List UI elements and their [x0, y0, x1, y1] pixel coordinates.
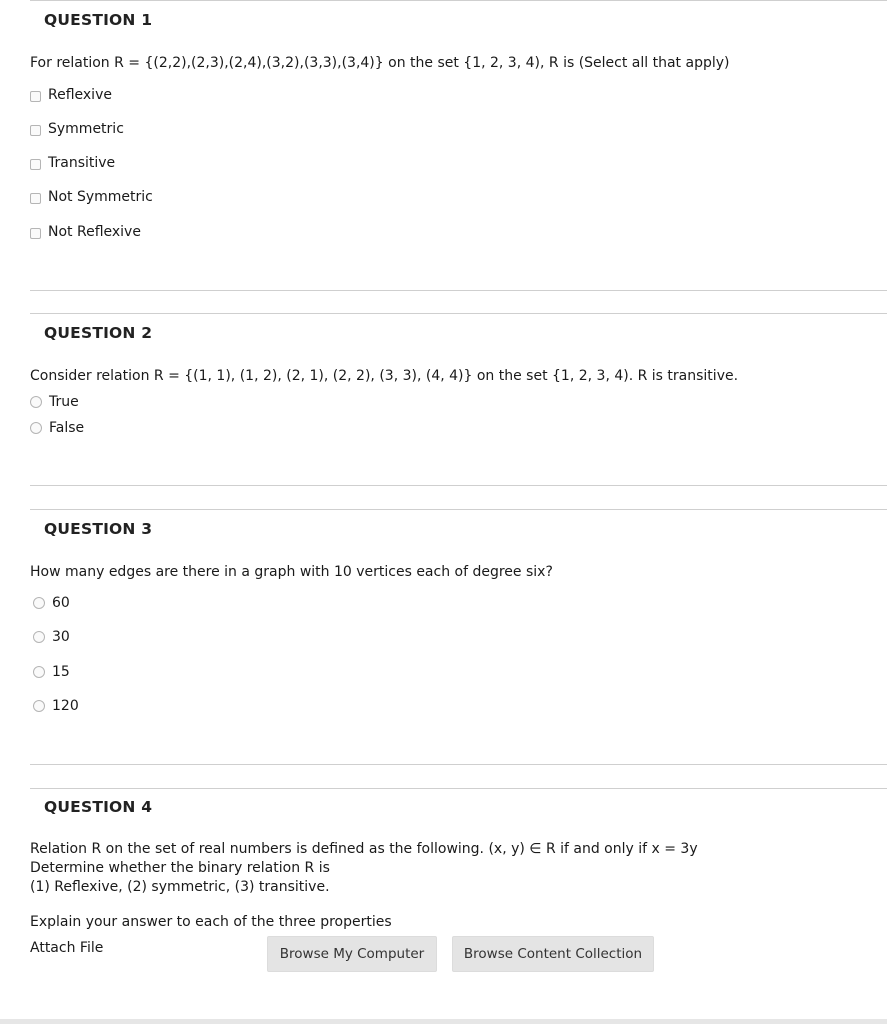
question-separator	[30, 764, 887, 765]
option-not-reflexive[interactable]	[30, 224, 141, 240]
radio-button[interactable]	[33, 700, 45, 712]
option-symmetric[interactable]	[30, 121, 124, 137]
question-separator	[30, 485, 887, 486]
option-30[interactable]	[33, 629, 70, 645]
option-label: Reflexive	[48, 87, 112, 103]
question-instruction: Explain your answer to each of the three properties	[30, 914, 392, 930]
question-title: QUESTION 4	[44, 798, 153, 816]
question-title: QUESTION 2	[44, 324, 153, 342]
option-label: 60	[52, 595, 70, 611]
checkbox[interactable]	[30, 159, 41, 170]
question-separator	[30, 290, 887, 291]
option-label: Transitive	[48, 155, 116, 171]
question-text: For relation R = {(2,2),(2,3),(2,4),(3,2),(3,3),(3,4)} on the set {1, 2, 3, 4), R is (Select all that apply)	[30, 55, 730, 71]
option-false[interactable]	[30, 420, 84, 436]
divider	[30, 509, 887, 510]
checkbox[interactable]	[30, 91, 41, 102]
option-label: Symmetric	[48, 121, 124, 137]
question-text-line-3: (1) Reflexive, (2) symmetric, (3) transitive.	[30, 879, 330, 895]
option-label: Not Symmetric	[48, 189, 153, 205]
question-text-line-2: Determine whether the binary relation R is	[30, 860, 330, 876]
option-15[interactable]	[33, 664, 70, 680]
option-transitive[interactable]	[30, 155, 115, 171]
page-bottom-border	[0, 1019, 887, 1024]
radio-button[interactable]	[33, 597, 45, 609]
option-label: 30	[52, 629, 70, 645]
option-label: 15	[52, 664, 70, 680]
divider	[30, 0, 887, 1]
question-title: QUESTION 3	[44, 520, 153, 538]
checkbox[interactable]	[30, 125, 41, 136]
radio-button[interactable]	[30, 396, 42, 408]
divider	[30, 313, 887, 314]
attach-file-label: Attach File	[30, 940, 104, 956]
option-not-symmetric[interactable]	[30, 189, 153, 205]
radio-button[interactable]	[30, 422, 42, 434]
option-60[interactable]	[33, 595, 70, 611]
divider	[30, 788, 887, 789]
question-text: How many edges are there in a graph with 10 vertices each of degree six?	[30, 564, 553, 580]
option-reflexive[interactable]	[30, 87, 112, 103]
option-true[interactable]	[30, 394, 79, 410]
question-title: QUESTION 1	[44, 11, 153, 29]
question-text: Consider relation R = {(1, 1), (1, 2), (2, 1), (2, 2), (3, 3), (4, 4)} on the set {1, 2, 3, 4). R is transitive.	[30, 368, 739, 384]
browse-my-computer-button[interactable]: Browse My Computer	[267, 936, 437, 972]
option-label: True	[49, 394, 79, 410]
question-text-line-1: Relation R on the set of real numbers is defined as the following. (x, y) ∈ R if and only if x = 3y	[30, 841, 698, 857]
option-label: False	[49, 420, 85, 436]
radio-button[interactable]	[33, 666, 45, 678]
browse-content-collection-button[interactable]: Browse Content Collection	[452, 936, 654, 972]
option-label: 120	[52, 698, 79, 714]
checkbox[interactable]	[30, 193, 41, 204]
option-120[interactable]	[33, 698, 79, 714]
option-label: Not Reflexive	[48, 224, 141, 240]
checkbox[interactable]	[30, 228, 41, 239]
radio-button[interactable]	[33, 631, 45, 643]
